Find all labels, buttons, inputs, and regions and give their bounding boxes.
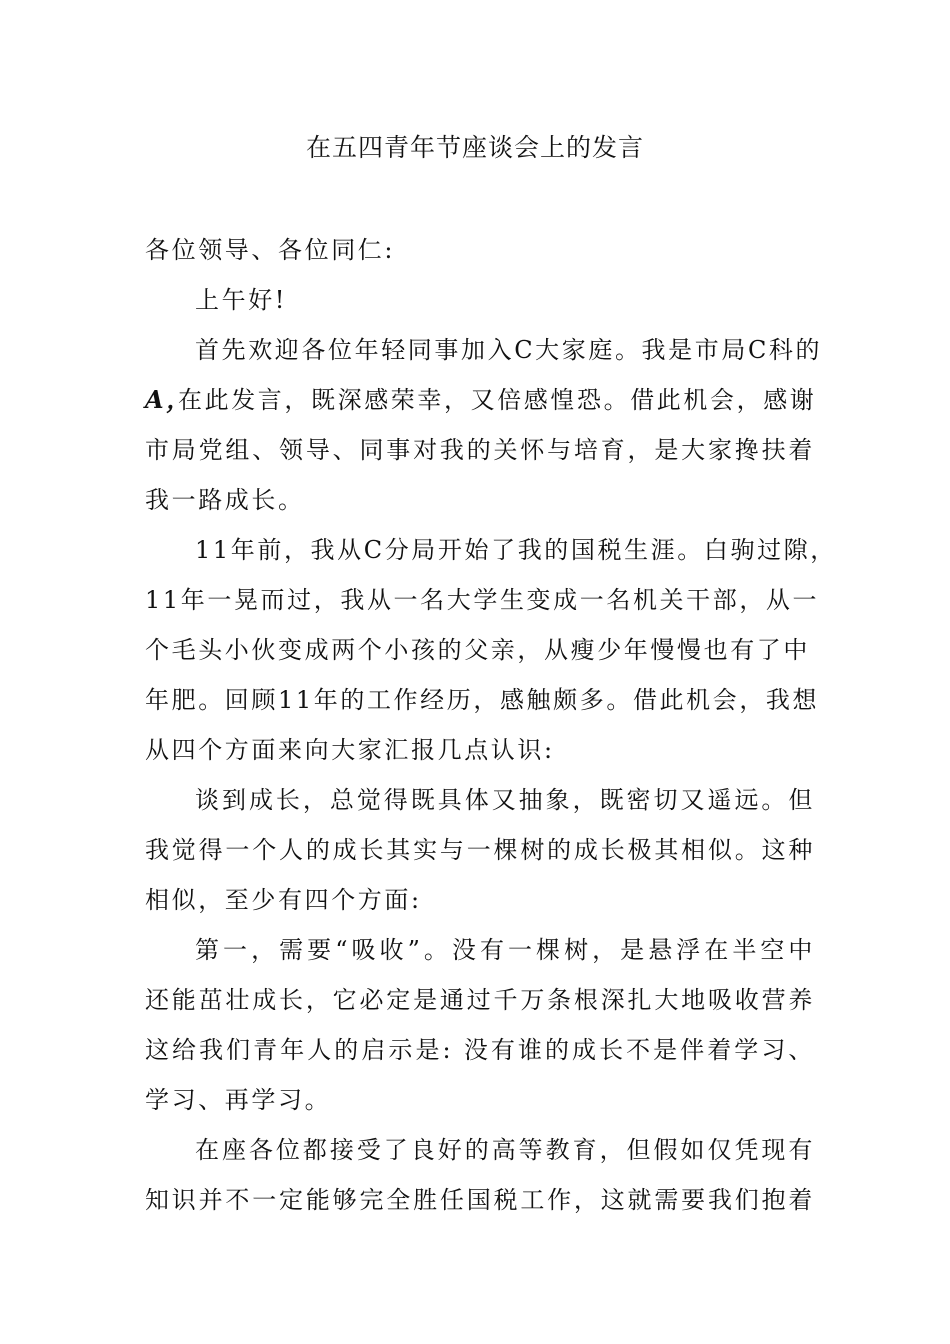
paragraph-line: 学习、再学习。 [145,1086,332,1114]
paragraph-line: 11年一晃而过，我从一名大学生变成一名机关干部，从一 [145,586,820,614]
paragraph-line: 在此发言，既深感荣幸，又倍感惶恐。借此机会，感谢 [178,386,817,414]
paragraph-line: 我觉得一个人的成长其实与一棵树的成长极其相似。这种 [145,836,815,864]
speaker-initial: A， [145,385,193,414]
paragraph-line: 在座各位都接受了良好的高等教育，但假如仅凭现有 [195,1136,815,1164]
paragraph-line: 首先欢迎各位年轻同事加入C大家庭。我是市局C科的 [195,336,823,364]
paragraph-line: 年肥。回顾11年的工作经历，感触颇多。借此机会，我想 [145,686,820,714]
paragraph-line: 相似，至少有四个方面: [145,886,422,914]
paragraph-line: 从四个方面来向大家汇报几点认识: [145,736,555,764]
paragraph-line: 第一，需要“吸收”。没有一棵树，是悬浮在半空中 [195,936,815,964]
paragraph-line: 我一路成长。 [145,486,305,514]
greeting-line: 上午好! [195,286,288,314]
paragraph-line: 谈到成长，总觉得既具体又抽象，既密切又遥远。但 [195,786,815,814]
paragraph-line: 个毛头小伙变成两个小孩的父亲，从瘦少年慢慢也有了中 [145,636,810,664]
paragraph-line: 知识并不一定能够完全胜任国税工作，这就需要我们抱着 [145,1186,815,1214]
salutation-line: 各位领导、各位同仁: [145,236,396,264]
document-title: 在五四青年节座谈会上的发言 [305,133,644,162]
paragraph-line: 11年前，我从C分局开始了我的国税生涯。白驹过隙， [195,536,837,564]
paragraph-line: 这给我们青年人的启示是: 没有谁的成长不是伴着学习、 [145,1036,815,1064]
paragraph-line: 还能茁壮成长，它必定是通过千万条根深扎大地吸收营养 [145,986,815,1014]
paragraph-line: 市局党组、领导、同事对我的关怀与培育，是大家搀扶着 [145,436,815,464]
